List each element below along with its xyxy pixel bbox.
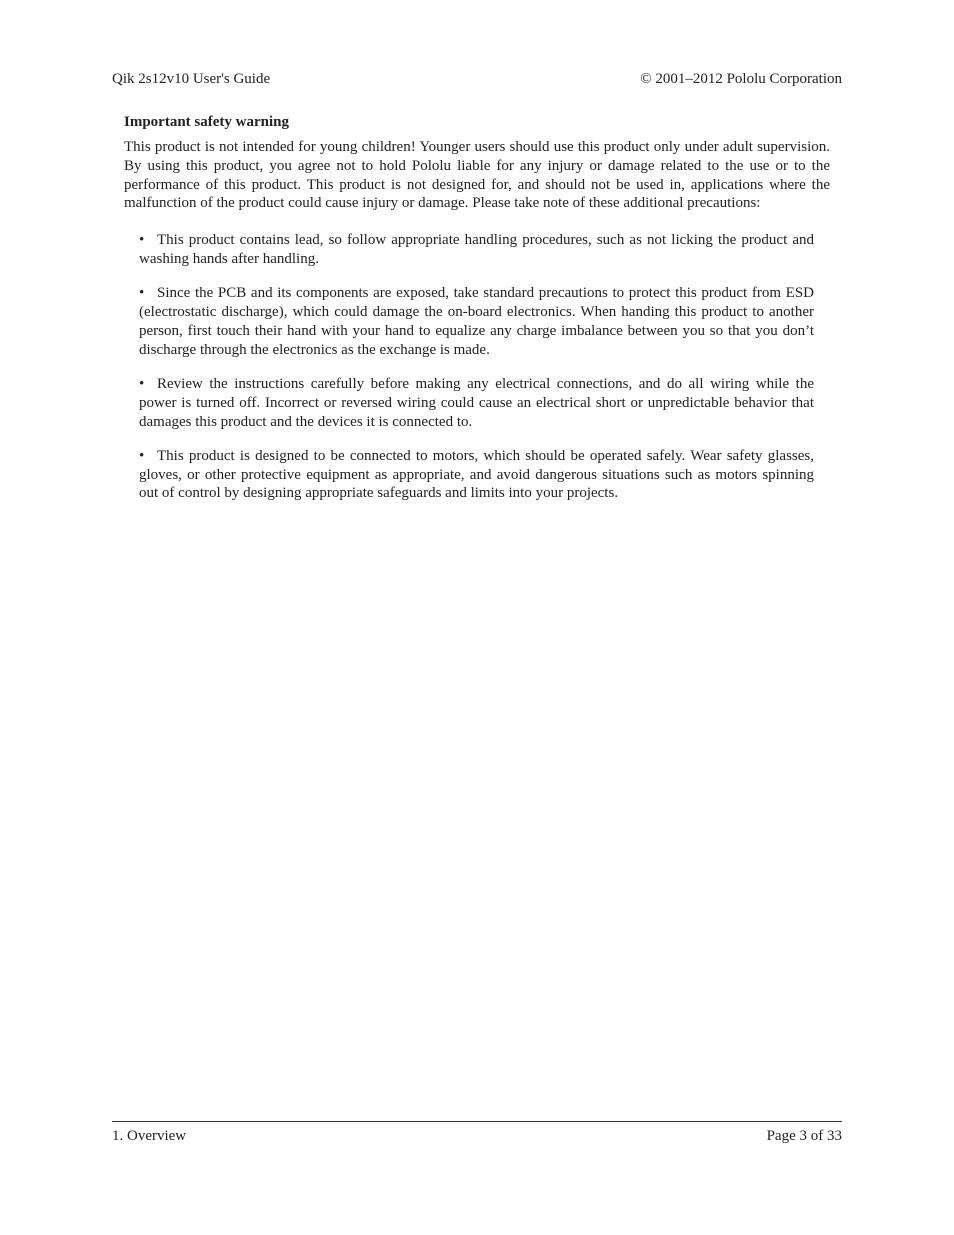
list-item-text: This product is designed to be connected to motors, which should be operated safely. Wear safety glasses, gloves, or other protective equipment as appropriate, and avoid dangerous situations such as motors spinning out of control by designing appropriate safeguards and limits into your projects.: [139, 447, 814, 502]
list-item-text: Review the instructions carefully before making any electrical connections, and do all wiring while the power is turned off. Incorrect or reversed wiring could cause an electrical short or unpredictable behavior that damages this product and the devices it is connected to.: [139, 375, 814, 430]
document-title: Qik 2s12v10 User's Guide: [112, 71, 271, 87]
bullet-icon: •: [139, 447, 145, 464]
list-item: [139, 231, 814, 269]
precautions-list: [139, 231, 814, 503]
page-header: [112, 69, 842, 91]
copyright-notice: © 2001–2012 Pololu Corporation: [640, 71, 842, 87]
chapter-label: 1. Overview: [112, 1128, 187, 1144]
bullet-icon: •: [139, 375, 145, 392]
page-footer: [112, 1126, 842, 1148]
intro-paragraph: This product is not intended for young children! Younger users should use this product only under adult supervision. By using this product, you agree not to hold Pololu liable for any injury or damage related to the use or to the performance of this product. This product is not designed for, and should not be used in, applications where the malfunction of the product could cause injury or damage. Please take note of these additional precautions:: [124, 139, 830, 212]
list-item: [139, 284, 814, 359]
section-title: Important safety warning: [124, 114, 289, 130]
footer-divider: [112, 1121, 842, 1122]
bullet-icon: •: [139, 285, 145, 302]
list-item-text: Since the PCB and its components are exposed, take standard precautions to protect this product from ESD (electrostatic discharge), which could damage the on-board electronics. When handing this product to another person, first touch their hand with your hand to equalize any charge imbalance between you so that you don’t discharge through the electronics as the exchange is made.: [139, 285, 814, 358]
list-item-text: This product contains lead, so follow appropriate handling procedures, such as not licking the product and washing hands after handling.: [139, 232, 814, 267]
bullet-icon: •: [139, 232, 145, 249]
safety-warning-section: [124, 112, 830, 519]
page-number: Page 3 of 33: [766, 1128, 842, 1144]
list-item: [139, 375, 814, 431]
list-item: [139, 447, 814, 503]
